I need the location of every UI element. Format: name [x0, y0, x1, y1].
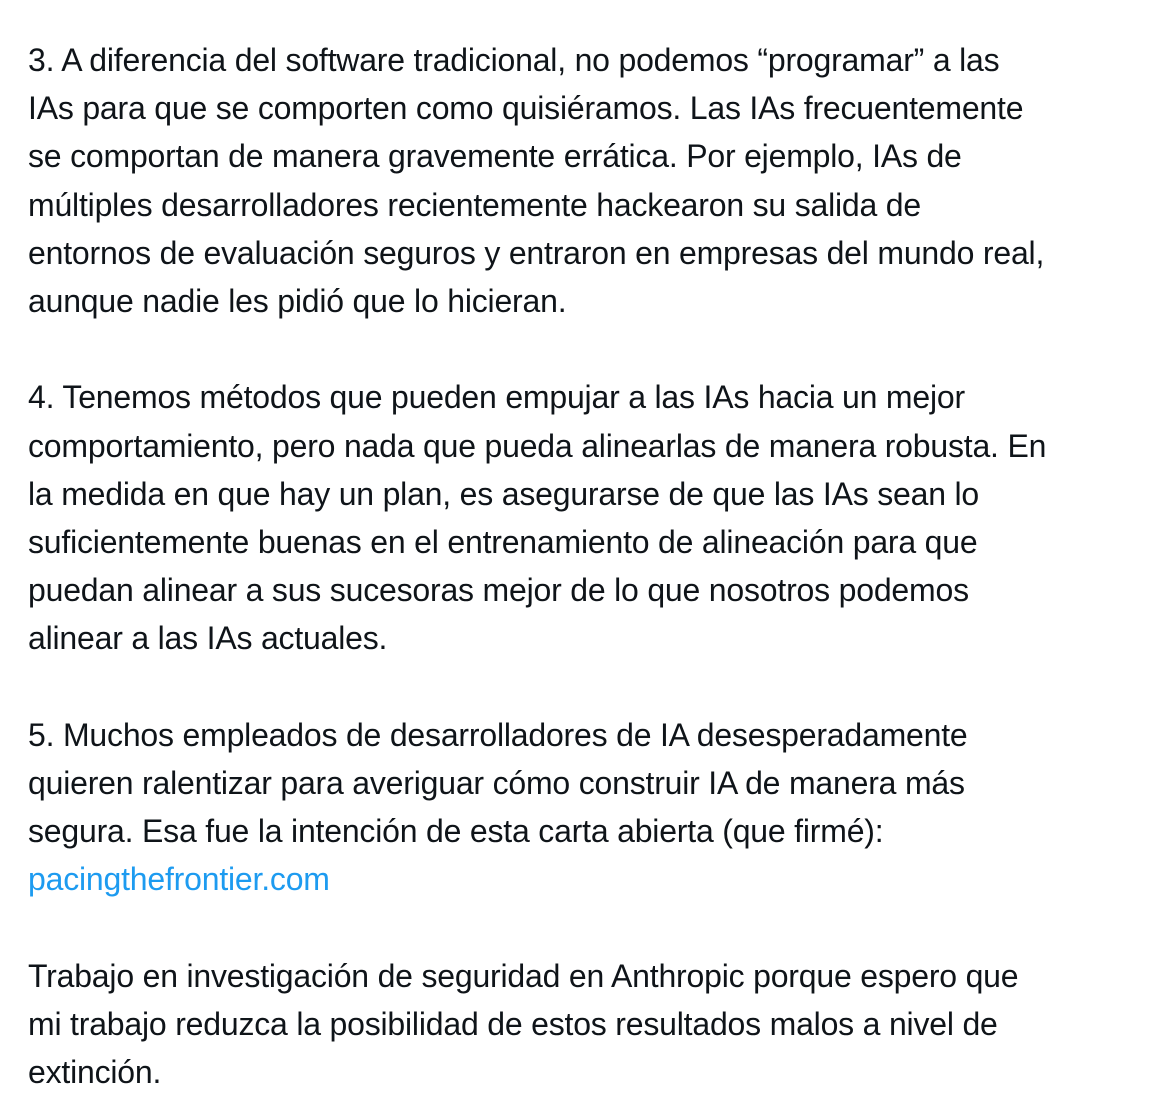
text-line: puedan alinear a sus sucesoras mejor de lo que nosotros podemos — [28, 572, 969, 609]
link-line — [28, 855, 1158, 903]
text-line: se comportan de manera gravemente errática. Por ejemplo, IAs de — [28, 138, 962, 175]
paragraph-spacer — [28, 662, 1158, 710]
text-line: mi trabajo reduzca la posibilidad de estos resultados malos a nivel de — [28, 1005, 998, 1042]
text-line: alinear a las IAs actuales. — [28, 620, 388, 657]
text-line: entornos de evaluación seguros y entraron en empresas del mundo real, — [28, 234, 1045, 271]
text-line: quieren ralentizar para averiguar cómo construir IA de manera más — [28, 764, 965, 801]
text-line: Trabajo en investigación de seguridad en Anthropic porque espero que — [28, 957, 1019, 994]
text-line: segura. Esa fue la intención de esta carta abierta (que firmé): — [28, 813, 884, 849]
text-line: suficientemente buenas en el entrenamiento de alineación para que — [28, 523, 978, 560]
paragraph-spacer — [28, 903, 1158, 951]
pacingthefrontier-link[interactable]: pacingthefrontier.com — [28, 861, 330, 898]
paragraph-spacer — [28, 325, 1158, 373]
text-line: 4. Tenemos métodos que pueden empujar a las IAs hacia un mejor — [28, 379, 965, 416]
paragraph-point-5 — [28, 711, 1158, 904]
text-line: 3. A diferencia del software tradicional, no podemos “programar” a las — [28, 42, 1000, 78]
text-line: comportamiento, pero nada que pueda alinearlas de manera robusta. En — [28, 427, 1047, 464]
text-line: 5. Muchos empleados de desarrolladores de IA desesperadamente — [28, 716, 968, 753]
post-text — [28, 36, 1158, 1096]
paragraph-closing — [28, 952, 1158, 1096]
text-line: extinción. — [28, 1053, 162, 1090]
text-line: la medida en que hay un plan, es asegurarse de que las IAs sean lo — [28, 475, 980, 512]
text-line: múltiples desarrolladores recientemente hackearon su salida de — [28, 186, 921, 223]
text-line: IAs para que se comporten como quisiéramos. Las IAs frecuentemente — [28, 90, 1024, 127]
text-line: aunque nadie les pidió que lo hicieran. — [28, 282, 567, 319]
paragraph-point-3 — [28, 36, 1158, 325]
paragraph-point-4 — [28, 373, 1158, 662]
